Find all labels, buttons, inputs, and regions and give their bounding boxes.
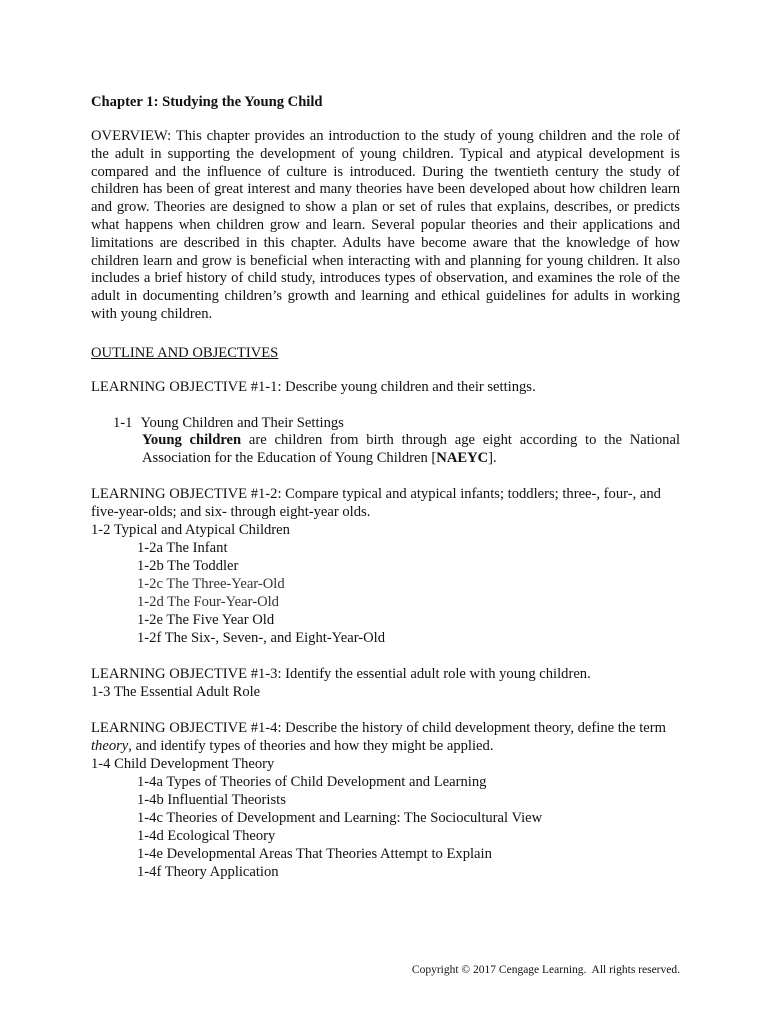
section-1-1-number: 1-1 — [113, 415, 133, 431]
subsections-1-4 — [137, 774, 542, 882]
section-1-3: 1-3 The Essential Adult Role — [91, 684, 261, 700]
young-children-definition — [142, 432, 680, 468]
definition-end: ]. — [488, 449, 497, 466]
section-1-1 — [113, 415, 344, 433]
overview-paragraph: OVERVIEW: This chapter provides an introduction to the study of young children and the role of the adult in supporting the development of young children. Typical and atypical development is compared and the influence of culture is introduced. During the twentieth century the study of children has been of great interest and many theories have been developed about how children learn and grow. Theories are designed to show a plan or set of rules that explains, describes, or predicts what happens when children grow and learn. Several popular theories and their applications and limitations are described in this chapter. Adults have become aware that the knowledge of how children learn and grow is beneficial when interacting with and planning for young children. It also includes a brief history of child study, introduces types of observation, and examines the role of the adult in documenting children’s growth and learning and ethical guidelines for adults in working with young children. — [91, 128, 680, 322]
subsection-item: 1-2e The Five Year Old — [137, 612, 275, 628]
subsections-1-2 — [137, 540, 385, 648]
definition-term: Young children — [142, 432, 242, 448]
learning-objective-1-2: LEARNING OBJECTIVE #1-2: Compare typical and atypical infants; toddlers; three-, four-, and five-year-olds; and six- through eight-year olds. — [91, 486, 661, 520]
subsection-item: 1-2c The Three-Year-Old — [137, 576, 285, 592]
subsection-item: 1-2a The Infant — [137, 540, 228, 556]
subsection-item: 1-4f Theory Application — [137, 864, 279, 880]
section-1-4: 1-4 Child Development Theory — [91, 756, 275, 772]
lo4-after: , and identify types of theories and how they might be applied. — [128, 737, 494, 754]
subsection-item: 1-4d Ecological Theory — [137, 828, 276, 844]
subsection-item: 1-2f The Six-, Seven-, and Eight-Year-Old — [137, 630, 386, 646]
learning-objective-1-1: LEARNING OBJECTIVE #1-1: Describe young children and their settings. — [91, 379, 536, 395]
subsection-item: 1-2b The Toddler — [137, 558, 239, 574]
learning-objective-1-3: LEARNING OBJECTIVE #1-3: Identify the essential adult role with young children. — [91, 666, 591, 682]
definition-abbr: NAEYC — [436, 449, 489, 466]
definition-text: are children from birth through age eight according to the National Association for the Education of Young Children [ — [142, 432, 680, 466]
section-1-1-title: Young Children and Their Settings — [140, 415, 344, 431]
section-1-2: 1-2 Typical and Atypical Children — [91, 522, 290, 538]
subsection-item: 1-4e Developmental Areas That Theories Attempt to Explain — [137, 846, 492, 862]
subsection-item: 1-4b Influential Theorists — [137, 792, 286, 808]
learning-objective-1-4 — [91, 720, 680, 756]
lo4-before: LEARNING OBJECTIVE #1-4: Describe the history of child development theory, define the term — [91, 720, 666, 736]
subsection-item: 1-4c Theories of Development and Learning: The Sociocultural View — [137, 810, 543, 826]
copyright-footer: Copyright © 2017 Cengage Learning. All rights reserved. — [411, 964, 680, 976]
chapter-title: Chapter 1: Studying the Young Child — [91, 94, 323, 110]
outline-heading: OUTLINE AND OBJECTIVES — [91, 345, 279, 361]
lo4-emphasis: theory — [91, 737, 129, 754]
subsection-item: 1-2d The Four-Year-Old — [137, 594, 279, 610]
subsection-item: 1-4a Types of Theories of Child Development and Learning — [137, 774, 487, 790]
